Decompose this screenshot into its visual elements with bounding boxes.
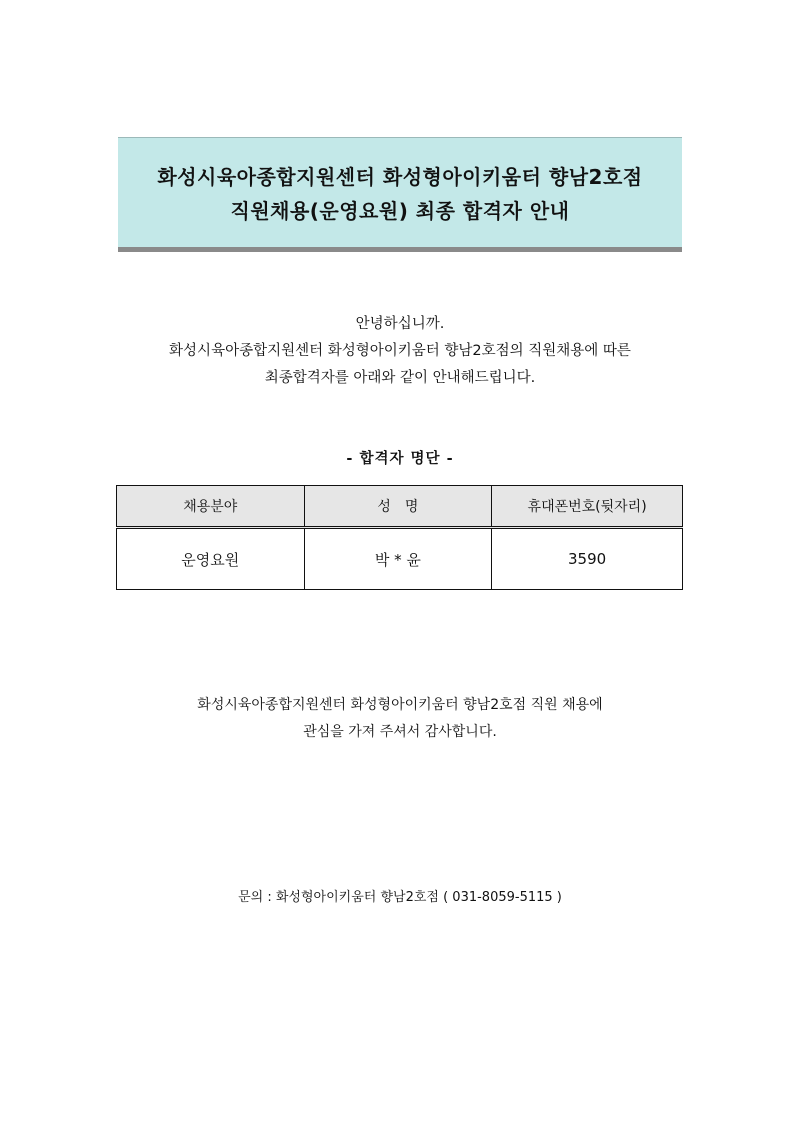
closing-line-1: 화성시육아종합지원센터 화성형아이키움터 향남2호점 직원 채용에 bbox=[197, 697, 603, 713]
cell-name: 박 * 윤 bbox=[304, 528, 492, 590]
intro-paragraph bbox=[0, 311, 800, 392]
document-title-box bbox=[118, 137, 682, 247]
inquiry-contact: 문의 : 화성형아이키움터 향남2호점 ( 031-8059-5115 ) bbox=[238, 890, 562, 905]
table-header-row bbox=[117, 486, 683, 528]
intro-line-1: 화성시육아종합지원센터 화성형아이키움터 향남2호점의 직원채용에 따른 bbox=[169, 343, 631, 359]
header-name: 성 명 bbox=[304, 486, 492, 528]
intro-line-2: 최종합격자를 아래와 같이 안내해드립니다. bbox=[264, 370, 536, 386]
roster-heading: - 합격자 명단 - bbox=[346, 451, 454, 467]
successful-candidates-table bbox=[116, 485, 683, 590]
closing-paragraph bbox=[0, 692, 800, 746]
document-title-line-1: 화성시육아종합지원센터 화성형아이키움터 향남2호점 bbox=[157, 165, 643, 189]
intro-greeting: 안녕하십니까. bbox=[355, 316, 445, 332]
title-box-shadow bbox=[118, 247, 682, 252]
closing-line-2: 관심을 가져 주셔서 감사합니다. bbox=[303, 724, 497, 740]
document-title-line-2: 직원채용(운영요원) 최종 합격자 안내 bbox=[230, 199, 570, 223]
header-phone-last-digits: 휴대폰번호(뒷자리) bbox=[492, 486, 683, 528]
table-row bbox=[117, 528, 683, 590]
cell-phone-last-digits: 3590 bbox=[492, 528, 683, 590]
header-recruitment-field: 채용분야 bbox=[117, 486, 305, 528]
cell-recruitment-field: 운영요원 bbox=[181, 550, 240, 569]
